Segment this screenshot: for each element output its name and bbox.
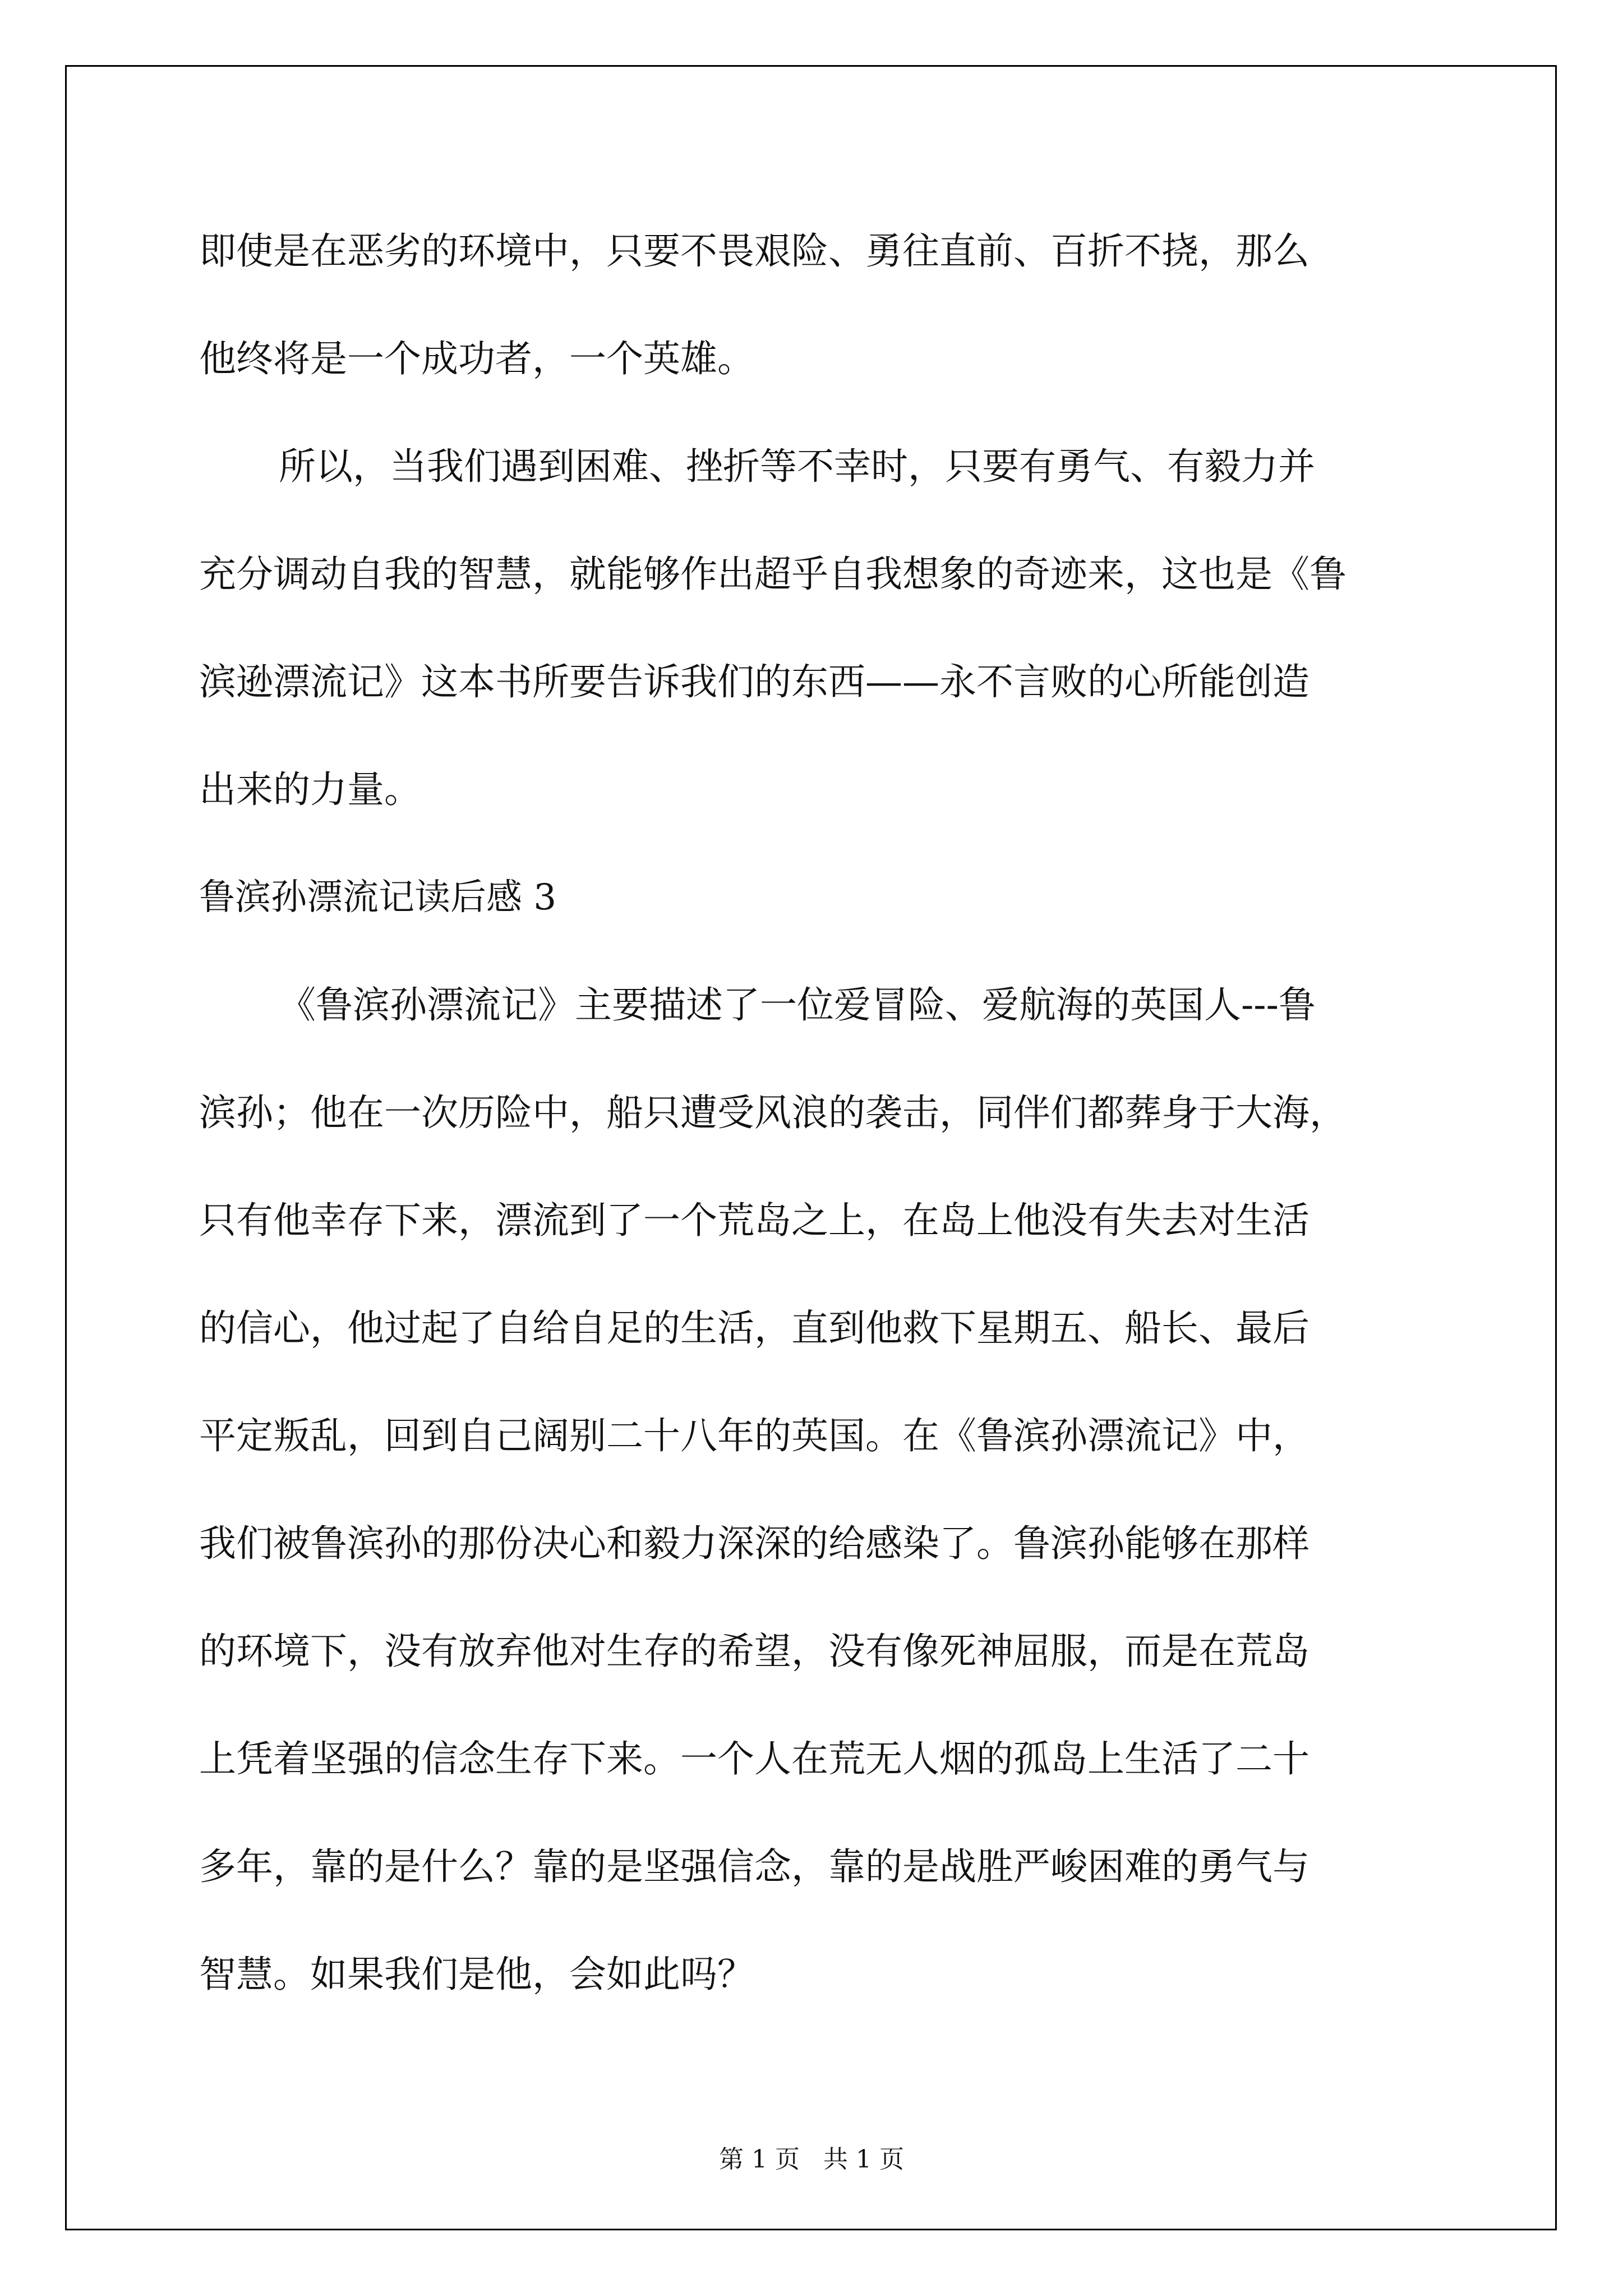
paragraph-2-line-2: 充分调动自我的智慧，就能够作出超乎自我想象的奇迹来，这也是《鲁 bbox=[199, 553, 1347, 596]
page-border bbox=[65, 65, 1557, 2230]
paragraph-3-line-3: 只有他幸存下来，漂流到了一个荒岛之上，在岛上他没有失去对生活 bbox=[199, 1199, 1310, 1242]
section-heading: 鲁滨孙漂流记读后感 3 bbox=[199, 877, 557, 918]
paragraph-2-line-4: 出来的力量。 bbox=[199, 768, 421, 811]
page-number: 第 1 页 bbox=[719, 2145, 800, 2174]
page-footer bbox=[0, 2144, 1623, 2175]
page-total: 共 1 页 bbox=[823, 2145, 904, 2174]
paragraph-3-line-6: 我们被鲁滨孙的那份决心和毅力深深的给感染了。鲁滨孙能够在那样 bbox=[199, 1522, 1310, 1565]
paragraph-2-line-3: 滨逊漂流记》这本书所要告诉我们的东西——永不言败的心所能创造 bbox=[199, 660, 1310, 703]
paragraph-3-line-8: 上凭着坚强的信念生存下来。一个人在荒无人烟的孤岛上生活了二十 bbox=[199, 1737, 1310, 1780]
paragraph-3-line-5: 平定叛乱，回到自己阔别二十八年的英国。在《鲁滨孙漂流记》中， bbox=[199, 1414, 1310, 1457]
paragraph-3-line-10: 智慧。如果我们是他，会如此吗？ bbox=[199, 1953, 754, 1996]
paragraph-1-line-1: 即使是在恶劣的环境中，只要不畏艰险、勇往直前、百折不挠，那么 bbox=[199, 229, 1310, 273]
paragraph-2-line-1: 所以，当我们遇到困难、挫折等不幸时，只要有勇气、有毅力并 bbox=[279, 445, 1315, 488]
paragraph-3-line-1: 《鲁滨孙漂流记》主要描述了一位爱冒险、爱航海的英国人---鲁 bbox=[279, 983, 1316, 1027]
paragraph-3-line-9: 多年，靠的是什么？靠的是坚强信念，靠的是战胜严峻困难的勇气与 bbox=[199, 1845, 1310, 1888]
paragraph-1-line-2: 他终将是一个成功者，一个英雄。 bbox=[199, 337, 754, 380]
paragraph-3-line-2: 滨孙；他在一次历险中，船只遭受风浪的袭击，同伴们都葬身于大海， bbox=[199, 1091, 1347, 1134]
paragraph-3-line-4: 的信心，他过起了自给自足的生活，直到他救下星期五、船长、最后 bbox=[199, 1306, 1310, 1350]
paragraph-3-line-7: 的环境下，没有放弃他对生存的希望，没有像死神屈服，而是在荒岛 bbox=[199, 1630, 1310, 1673]
